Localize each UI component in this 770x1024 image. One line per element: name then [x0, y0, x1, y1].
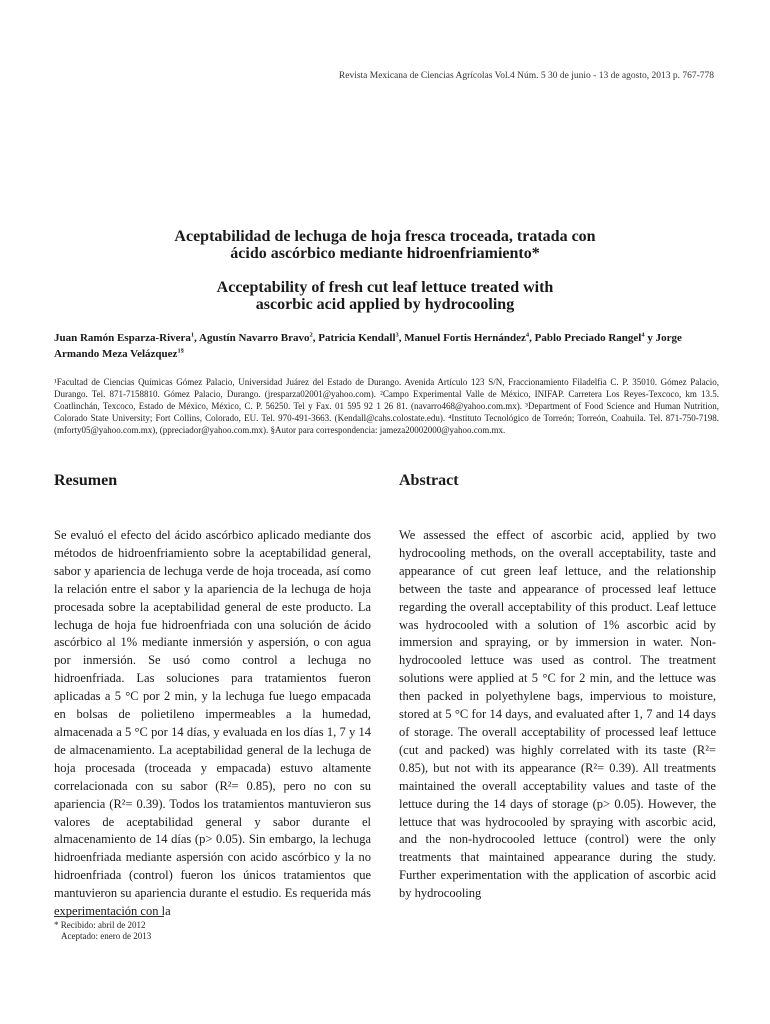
author-affiliation-mark: 2: [309, 331, 313, 339]
title-block: [0, 228, 770, 313]
author-separator: ,: [194, 332, 200, 344]
author-separator: y: [644, 332, 656, 344]
abstract-heading: Abstract: [399, 472, 459, 489]
resumen-heading: Resumen: [54, 472, 118, 489]
author-name: Manuel Fortis Hernández: [404, 332, 526, 344]
resumen-text: Se evaluó el efecto del ácido ascórbico aplicado mediante dos métodos de hidroenfriamiento sobre la aceptabilidad general, sabor y apariencia de lechuga verde de hoja troceada, así como la relación entre el sabor y la apariencia de la lechuga de hoja procesada sobre la aceptabilidad general de este producto. La lechuga de hoja fue hidroenfriada con una solución de ácido ascórbico al 1% mediante inmersión y aspersión, o con agua por inmersión. Se usó como control a lechuga no hidroenfriada. Las soluciones para tratamientos fueron aplicadas a 5 °C por 2 min, y la lechuga fue luego empacada en bolsas de polietileno impermeables a la humedad, almacenada a 5 °C por 14 días, y evaluada en los días 1, 7 y 14 de almacenamiento. La aceptabilidad general de la lechuga de hoja procesada (troceada y empacada) estuvo altamente correlacionada con su sabor (R²= 0.85), pero no con su apariencia (R²= 0.39). Todos los tratamientos mantuvieron sus valores de aceptabilidad general y sabor durante el almacenamiento de 14 días (p> 0.05). Sin embargo, la lechuga hidroenfriada mediante aspersión con acido ascórbico y la no hidroenfriada (control) fueron los únicos tratamientos que mantuvieron su apariencia durante el estudio. Es requerida más experimentación con la: [54, 528, 371, 919]
accepted-date: Aceptado: enero de 2013: [61, 931, 152, 941]
author-list: [54, 330, 719, 362]
author-name: Patricia Kendall: [318, 332, 396, 344]
footnote: [54, 920, 151, 942]
author-affiliation-mark: 1: [190, 331, 195, 339]
title-spanish: [0, 228, 770, 262]
author-affiliation-mark: 4: [525, 331, 530, 339]
journal-header: Revista Mexicana de Ciencias Agrícolas Vol.4 Núm. 5 30 de junio - 13 de agosto, 2013 p. 767-778: [338, 71, 714, 81]
author-separator: ,: [398, 332, 405, 344]
received-date: * Recibido: abril de 2012: [54, 920, 146, 930]
author-separator: ,: [529, 332, 535, 344]
footnote-divider: [54, 916, 164, 917]
title-spanish-line: ácido ascórbico mediante hidroenfriamiento*: [230, 245, 540, 262]
author-name: Juan Ramón Esparza-Rivera: [54, 332, 191, 344]
title-english-line: ascorbic acid applied by hydrocooling: [255, 296, 515, 313]
author-affiliation-mark: 4: [641, 331, 645, 339]
title-spanish-line: Aceptabilidad de lechuga de hoja fresca troceada, tratada con: [174, 228, 596, 245]
title-english-line: Acceptability of fresh cut leaf lettuce treated with: [216, 279, 554, 296]
author-name: Jorge Armando Meza Velázquez: [54, 332, 682, 360]
author-name: Agustín Navarro Bravo: [199, 332, 310, 344]
title-english: [0, 279, 770, 313]
author-name: Pablo Preciado Rangel: [534, 332, 642, 344]
author-separator: ,: [312, 332, 319, 344]
abstract-text: We assessed the effect of ascorbic acid, applied by two hydrocooling methods, on the overall acceptability, taste and appearance of cut green leaf lettuce, and the relationship between the taste and appearance of processed leaf lettuce regarding the overall acceptability of this product. Leaf lettuce was hydrocooled with a solution of 1% ascorbic acid by immersion and spraying, or by immersion in water. Non-hydrocooled lettuce was used as control. The treatment solutions were applied at 5 °C for 2 min, and the lettuce was then packed in polyethylene bags, impervious to moisture, stored at 5 °C for 14 days, and evaluated after 1, 7 and 14 days of storage. The overall acceptability of processed leaf lettuce (cut and packed) was highly correlated with its taste (R²= 0.85), but not with its appearance (R²= 0.39). All treatments maintained the overall acceptability values and taste of the lettuce during the 14 days of storage (p> 0.05). However, the lettuce that was hydrocooled by spraying with ascorbic acid, and the non-hydrocooled lettuce (control) were the only treatments that maintained appearance during the study. Further experimentation with the application of ascorbic acid by hydrocooling: [399, 528, 716, 901]
affiliations: ¹Facultad de Ciencias Químicas Gómez Palacio, Universidad Juárez del Estado de Durango. Avenida Artículo 123 S/N, Fraccionamiento Filadelfia C. P. 35010. Gómez Palacio, Durango. Tel. 871-7158810. Gómez Palacio, Durango. (jresparza02001@yahoo.com). ²Campo Experimental Valle de México, INIFAP. Carretera Los Reyes-Texcoco, km 13.5. Coatlinchán, Texcoco, Estado de México, México, C. P. 56250. Tel y Fax. 01 595 92 1 26 81. (navarro468@yahoo.com.mx). ³Department of Food Science and Human Nutrition, Colorado State University; Fort Collins, Colorado, EU. Tel. 970-491-3663. (Kendall@cahs.colostate.edu). ⁴Instituto Tecnológico de Torreón; Torreón, Coahuila. Tel. 871-750-7198. (mforty05@yahoo.com.mx), (ppreciador@yahoo.com.mx). §Autor para correspondencia: jameza20002000@yahoo.com.mx.: [54, 377, 719, 435]
author-affiliation-mark: 1§: [177, 347, 184, 355]
author-affiliation-mark: 3: [395, 331, 399, 339]
